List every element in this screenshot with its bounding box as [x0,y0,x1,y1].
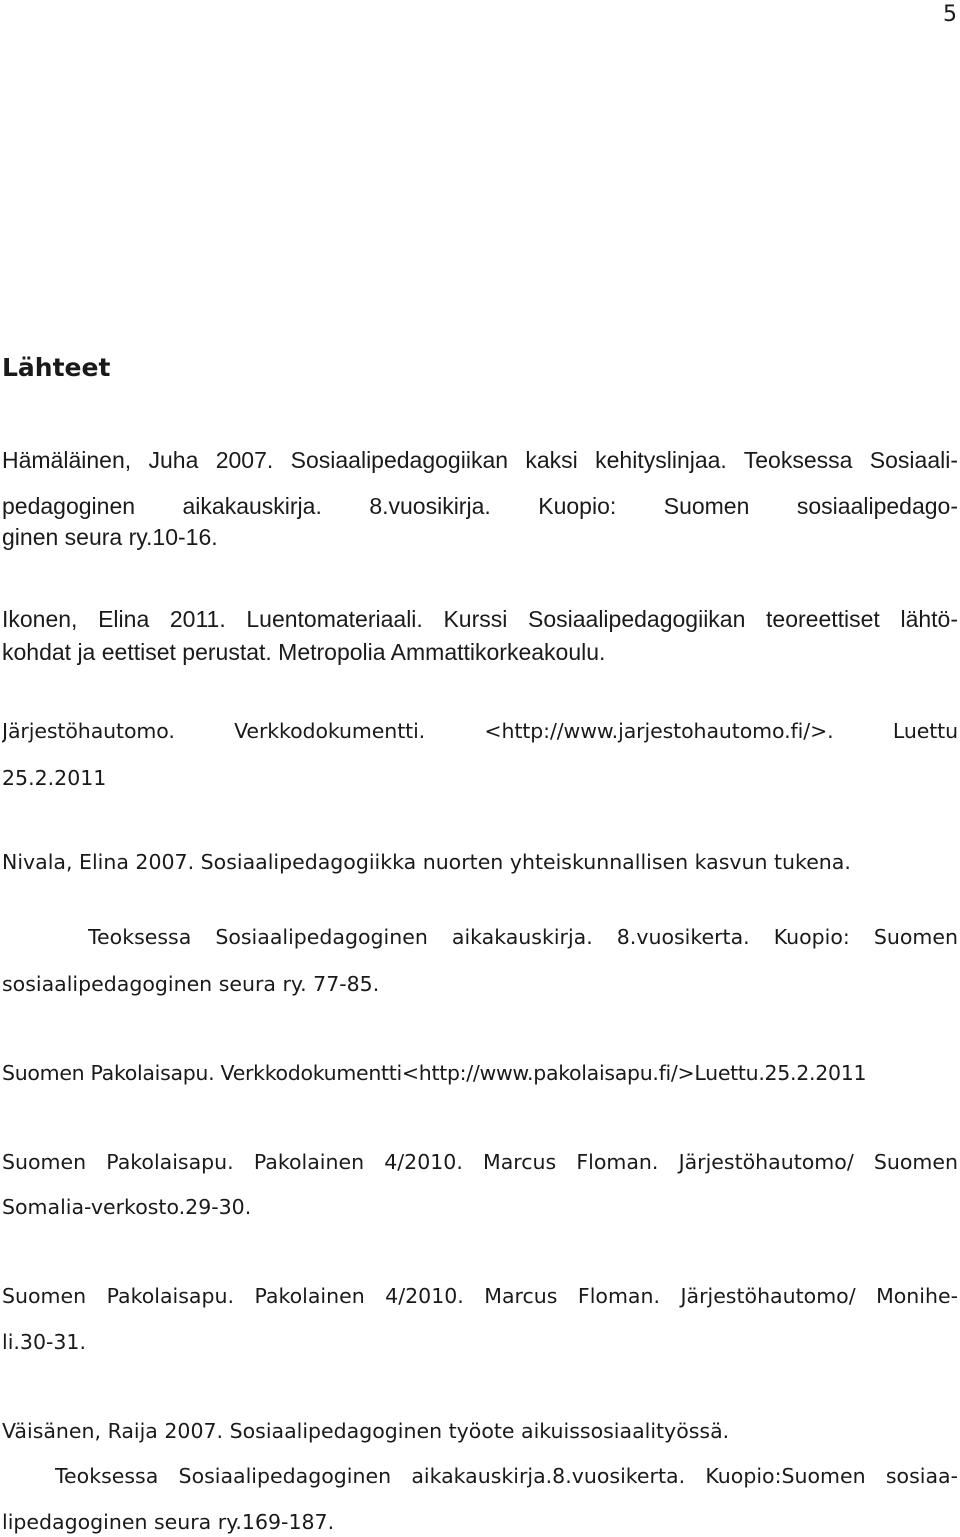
reference-line: Suomen Pakolaisapu. Pakolainen 4/2010. Marcus Floman. Järjestöhautomo/ Monihe- [2,1284,958,1308]
reference-line: 25.2.2011 [2,766,107,790]
reference-line: Teoksessa Sosiaalipedagoginen aikakauskirja.8.vuosikerta. Kuopio:Suomen sosiaa- [55,1464,958,1488]
reference-line: Nivala, Elina 2007. Sosiaalipedagogiikka nuorten yhteiskunnallisen kasvun tukena. [2,850,851,874]
page-title: Lähteet [2,353,111,382]
reference-line: li.30-31. [2,1330,86,1354]
page-number: 5 [943,2,957,27]
reference-line: lipedagoginen seura ry.169-187. [2,1510,335,1534]
reference-line: Ikonen, Elina 2011. Luentomateriaali. Kurssi Sosiaalipedagogiikan teoreettiset lähtö- [2,606,958,632]
reference-line: pedagoginen aikakauskirja. 8.vuosikirja. Kuopio: Suomen sosiaalipedago- [2,493,958,519]
reference-line: Teoksessa Sosiaalipedagoginen aikakauskirja. 8.vuosikerta. Kuopio: Suomen [88,925,958,949]
reference-line: Suomen Pakolaisapu. Pakolainen 4/2010. Marcus Floman. Järjestöhautomo/ Suomen [2,1150,958,1174]
reference-line: Somalia-verkosto.29-30. [2,1195,252,1219]
reference-line: Väisänen, Raija 2007. Sosiaalipedagoginen työote aikuissosiaalityössä. [2,1419,730,1443]
reference-line: kohdat ja eettiset perustat. Metropolia Ammattikorkeakoulu. [2,639,606,665]
reference-line: Järjestöhautomo. Verkkodokumentti. <http://www.jarjestohautomo.fi/>. Luettu [2,719,958,743]
reference-line: Suomen Pakolaisapu. Verkkodokumentti<http://www.pakolaisapu.fi/>Luettu.25.2.2011 [2,1061,867,1085]
reference-line: ginen seura ry.10-16. [2,524,218,550]
reference-line: sosiaalipedagoginen seura ry. 77-85. [2,972,380,996]
reference-line: Hämäläinen, Juha 2007. Sosiaalipedagogiikan kaksi kehityslinjaa. Teoksessa Sosiaali- [2,447,958,473]
